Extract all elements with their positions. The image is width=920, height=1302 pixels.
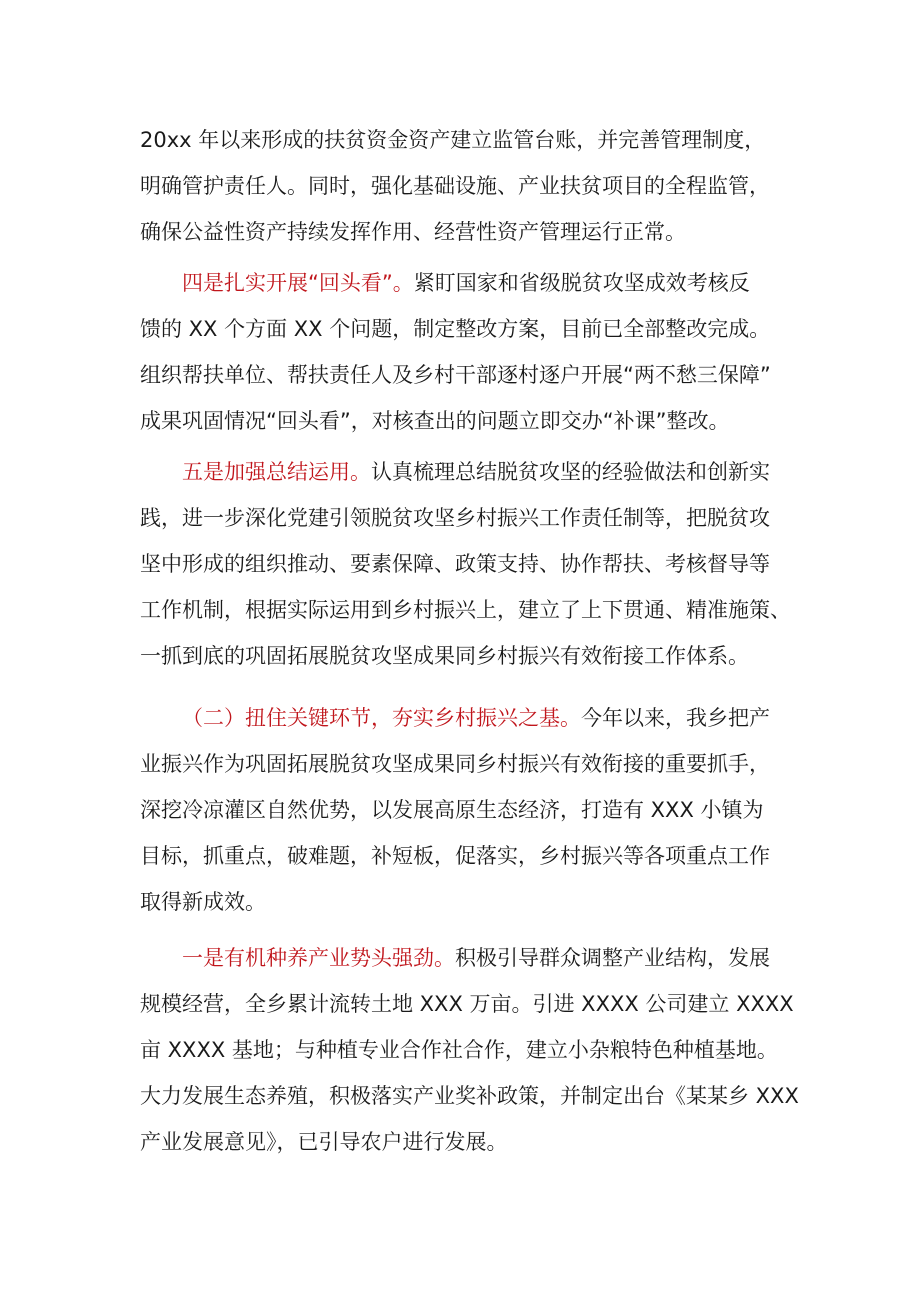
body-text: 认真梳理总结脱贫攻坚的经验做法和创新实	[371, 460, 770, 484]
paragraph-heading: 四是扎实开展“回头看”。	[182, 271, 414, 295]
body-text-line: 目标，抓重点，破难题，补短板，促落实，乡村振兴等各项重点工作	[140, 844, 770, 868]
paragraph-first-line	[182, 268, 822, 298]
body-text: 今年以来，我乡把产	[581, 706, 770, 730]
body-text: 积极引导群众调整产业结构，发展	[455, 946, 770, 970]
body-text-line: 确保公益性资产持续发挥作用、经营性资产管理运行正常。	[140, 220, 686, 244]
paragraph-first-line	[182, 703, 822, 733]
paragraph-heading: 一是有机种养产业势头强劲。	[182, 946, 455, 970]
paragraph-heading: 五是加强总结运用。	[182, 460, 371, 484]
paragraph-first-line	[182, 457, 822, 487]
body-text-line: 深挖冷凉灌区自然优势，以发展高原生态经济，打造有 XXX 小镇为	[140, 798, 764, 822]
body-text-line: 坚中形成的组织推动、要素保障、政策支持、协作帮扶、考核督导等	[140, 552, 770, 576]
paragraph-first-line	[182, 943, 822, 973]
body-text-line: 工作机制，根据实际运用到乡村振兴上，建立了上下贯通、精准施策、	[140, 598, 791, 622]
body-text-line: 馈的 XX 个方面 XX 个问题，制定整改方案，目前已全部整改完成。	[140, 317, 771, 341]
body-text-line: 明确管护责任人。同时，强化基础设施、产业扶贫项目的全程监管，	[140, 174, 770, 198]
body-text-line: 业振兴作为巩固拓展脱贫攻坚成果同乡村振兴有效衔接的重要抓手，	[140, 752, 770, 776]
body-text-line: 20xx 年以来形成的扶贫资金资产建立监管台账，并完善管理制度，	[140, 128, 766, 152]
body-text-line: 一抓到底的巩固拓展脱贫攻坚成果同乡村振兴有效衔接工作体系。	[140, 644, 749, 668]
body-text-line: 产业发展意见》，已引导农户进行发展。	[140, 1130, 508, 1154]
body-text-line: 取得新成效。	[140, 890, 266, 914]
body-text-line: 亩 XXXX 基地；与种植专业合作社合作，建立小杂粮特色种植基地。	[140, 1038, 778, 1062]
body-text-line: 组织帮扶单位、帮扶责任人及乡村干部逐村逐户开展“两不愁三保障”	[140, 363, 771, 387]
body-text-line: 规模经营，全乡累计流转土地 XXX 万亩。引进 XXXX 公司建立 XXXX	[140, 992, 794, 1016]
body-text-line: 大力发展生态养殖，积极落实产业奖补政策，并制定出台《某某乡 XXX	[140, 1084, 799, 1108]
body-text-line: 践，进一步深化党建引领脱贫攻坚乡村振兴工作责任制等，把脱贫攻	[140, 506, 770, 530]
body-text-line: 成果巩固情况“回头看”，对核查出的问题立即交办“补课”整改。	[140, 409, 730, 433]
body-text: 紧盯国家和省级脱贫攻坚成效考核反	[413, 271, 750, 295]
section-heading: （二）扭住关键环节，夯实乡村振兴之基。	[182, 706, 581, 730]
